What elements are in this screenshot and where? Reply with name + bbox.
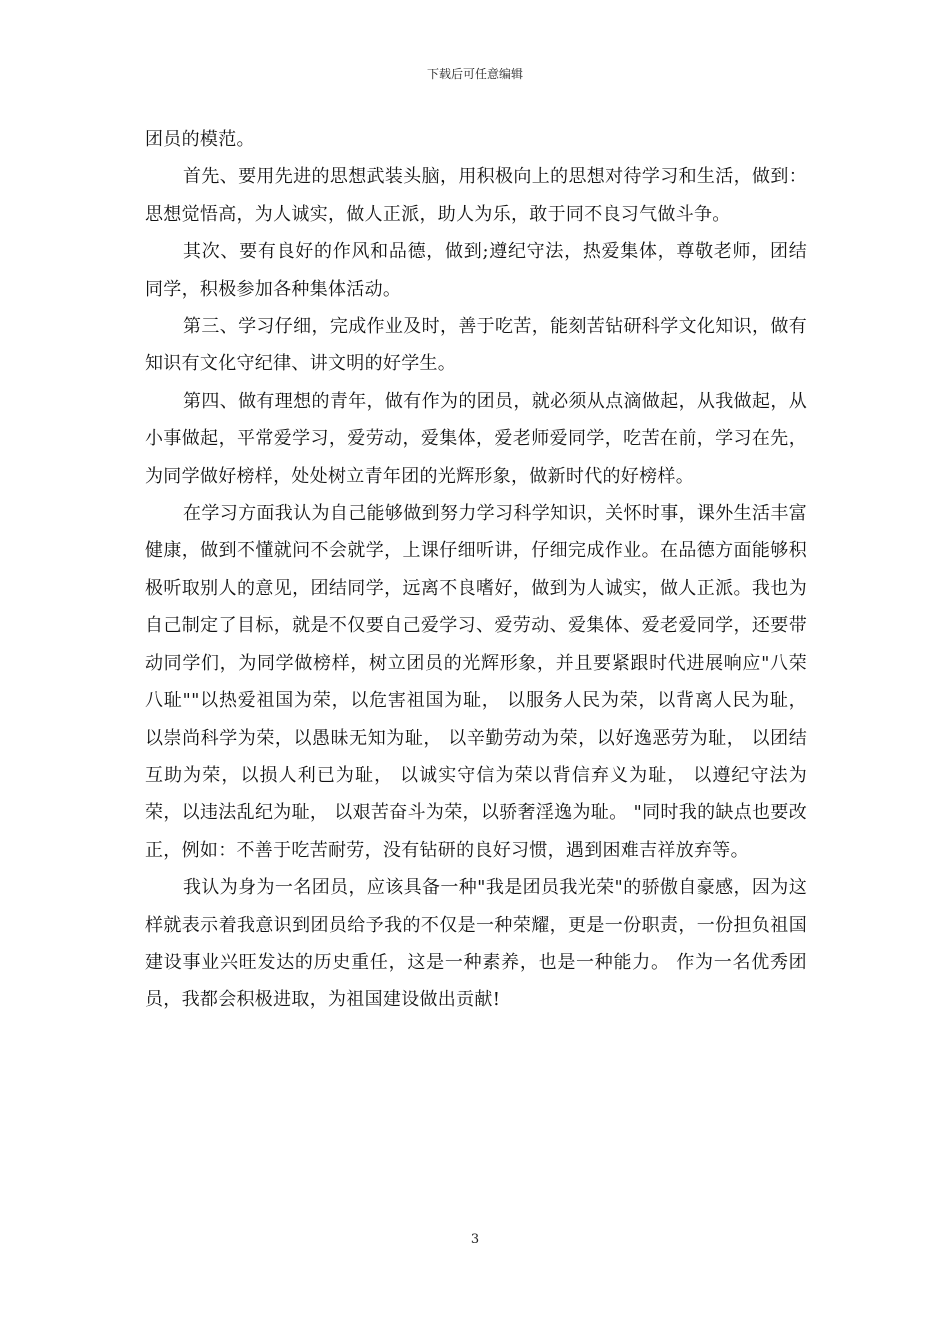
paragraph-continuation: 团员的模范。 bbox=[145, 129, 255, 150]
paragraph-second-point: 其次、要有良好的作风和品德，做到;遵纪守法，热爱集体，尊敬老师，团结同学，积极参加各种集体活动。 bbox=[145, 241, 807, 300]
paragraph-third-point: 第三、学习仔细，完成作业及时，善于吃苦，能刻苦钻研科学文化知识，做有知识有文化守纪律、讲文明的好学生。 bbox=[145, 316, 807, 375]
paragraph-study-and-conduct: 在学习方面我认为自己能够做到努力学习科学知识，关怀时事，课外生活丰富健康，做到不懂就问不会就学，上课仔细听讲，仔细完成作业。在品德方面能够积极听取别人的意见，团结同学，远离不良嗜好，做到为人诚实，做人正派。我也为自己制定了目标，就是不仅要自己爱学习、爱劳动、爱集体、爱老爱同学，还要带动同学们，为同学做榜样，树立团员的光辉形象，并且要紧跟时代进展响应"八荣八耻""以热爱祖国为荣，以危害祖国为耻， 以服务人民为荣，以背离人民为耻， 以崇尚科学为荣，以愚昧无知为耻， 以辛勤劳动为荣，以好逸恶劳为耻， 以团结互助为荣，以损人利已为耻， 以诚实守信为荣以背信弃义为耻， 以遵纪守法为荣，以违法乱纪为耻， 以艰苦奋斗为荣，以骄奢淫逸为耻。 "同时我的缺点也要改正，例如：不善于吃苦耐劳，没有钻研的良好习惯，遇到困难吉祥放弃等。 bbox=[145, 503, 807, 861]
page-header: 下载后可任意编辑 bbox=[426, 67, 523, 81]
document-body bbox=[145, 121, 807, 1019]
paragraph-conclusion: 我认为身为一名团员，应该具备一种"我是团员我光荣"的骄傲自豪感，因为这样就表示着我意识到团员给予我的不仅是一种荣耀，更是一份职责，一份担负祖国建设事业兴旺发达的历史重任，这是一种素养，也是一种能力。 作为一名优秀团员，我都会积极进取，为祖国建设做出贡献! bbox=[145, 877, 807, 1011]
paragraph-fourth-point: 第四、做有理想的青年，做有作为的团员，就必须从点滴做起，从我做起，从小事做起，平常爱学习，爱劳动，爱集体，爱老师爱同学，吃苦在前，学习在先，为同学做好榜样，处处树立青年团的光辉形象，做新时代的好榜样。 bbox=[145, 390, 807, 487]
paragraph-first-point: 首先、要用先进的思想武装头脑，用积极向上的思想对待学习和生活，做到：思想觉悟高，为人诚实，做人正派，助人为乐，敢于同不良习气做斗争。 bbox=[145, 166, 807, 225]
page-number: 3 bbox=[470, 1232, 480, 1247]
